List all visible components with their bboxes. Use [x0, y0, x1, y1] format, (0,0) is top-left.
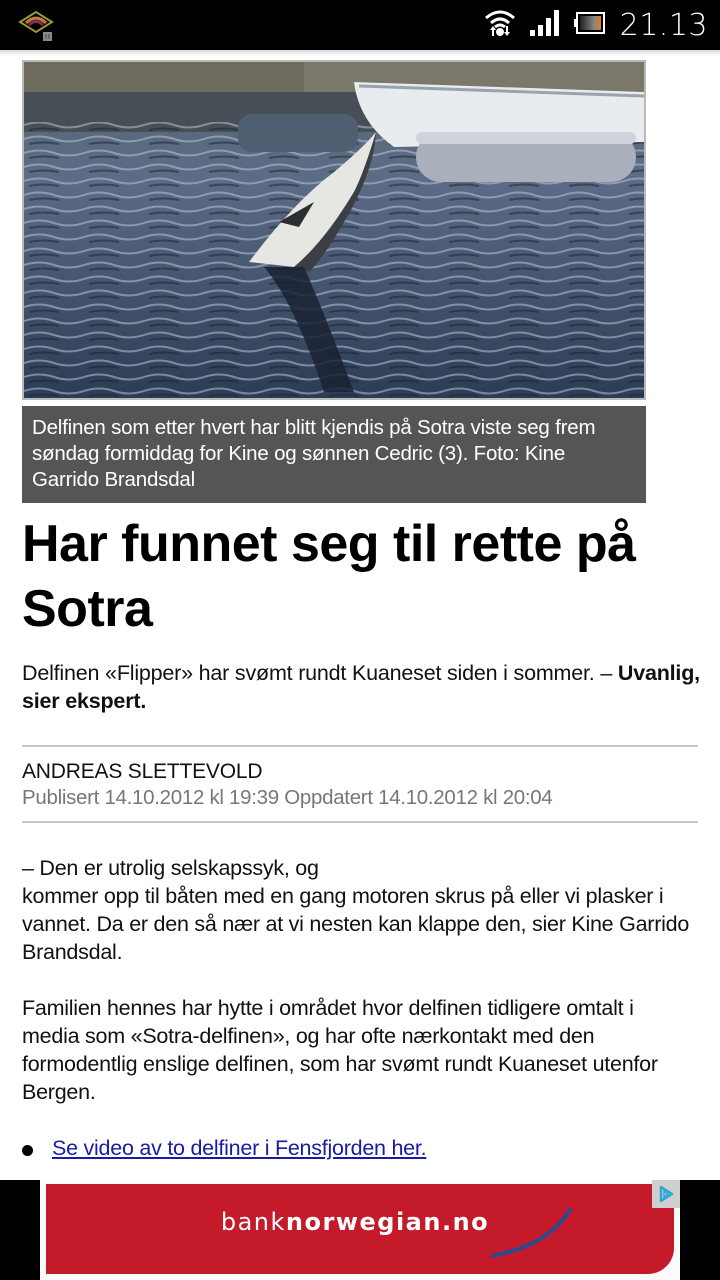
battery-icon — [574, 11, 606, 40]
paragraph-1-line1: – Den er utrolig selskapssyk, og — [22, 856, 319, 880]
clock: 21.13 — [619, 7, 708, 43]
lead-bold: Uvanlig, sier ekspert. — [22, 661, 700, 713]
related-link-item — [22, 1133, 426, 1163]
video-link[interactable]: Se video av to delfiner i Fensfjorden her. — [52, 1136, 427, 1160]
lead-text: Delfinen «Flipper» har svømt rundt Kuaneset siden i sommer. – — [22, 661, 613, 685]
paragraph-1-rest: kommer opp til båten med en gang motoren skrus på eller vi plasker i vannet. Da er den så nær at vi nesten kan klappe den, sier Kine Garrido Brandsdal. — [22, 884, 690, 964]
article-photo[interactable] — [22, 60, 646, 400]
bullet-icon — [22, 1145, 33, 1156]
status-bar — [0, 0, 720, 50]
ad-area — [0, 1180, 720, 1280]
ad-panel — [40, 1180, 680, 1280]
dateline: Publisert 14.10.2012 kl 19:39 Oppdatert 14.10.2012 kl 20:04 — [22, 786, 553, 809]
ad-brand-suffix: .no — [441, 1208, 490, 1236]
divider-top — [22, 745, 698, 747]
wifi-data-icon — [484, 8, 516, 43]
adchoices-icon[interactable] — [652, 1180, 680, 1208]
swoosh-icon — [489, 1208, 599, 1258]
ad-brand-light: bank — [220, 1208, 286, 1236]
ad-banner[interactable] — [46, 1184, 674, 1274]
byline: ANDREAS SLETTEVOLD — [22, 760, 263, 783]
audible-notification-icon — [16, 8, 56, 42]
ad-brand-bold: norwegian — [285, 1208, 442, 1236]
article-lead — [22, 659, 712, 715]
photo-caption: Delfinen som etter hvert har blitt kjendis på Sotra viste seg frem søndag formiddag for Kine og sønnen Cedric (3). Foto: Kine Garrido Brandsdal — [22, 406, 646, 503]
paragraph-2: Familien hennes har hytte i området hvor delfinen tidligere omtalt i media som «Sotra-delfinen», og har ofte nærkontakt med den formodentlig enslige delfinen, som har svømt rundt Kuaneset utenfor Bergen. — [22, 996, 658, 1104]
paragraph-1 — [22, 854, 712, 966]
toolbar-shadow — [0, 50, 720, 56]
divider-bottom — [22, 821, 698, 823]
article-headline: Har funnet seg til rette på Sotra — [22, 515, 636, 638]
ad-logo — [221, 1208, 489, 1236]
cell-signal-icon — [530, 9, 560, 42]
